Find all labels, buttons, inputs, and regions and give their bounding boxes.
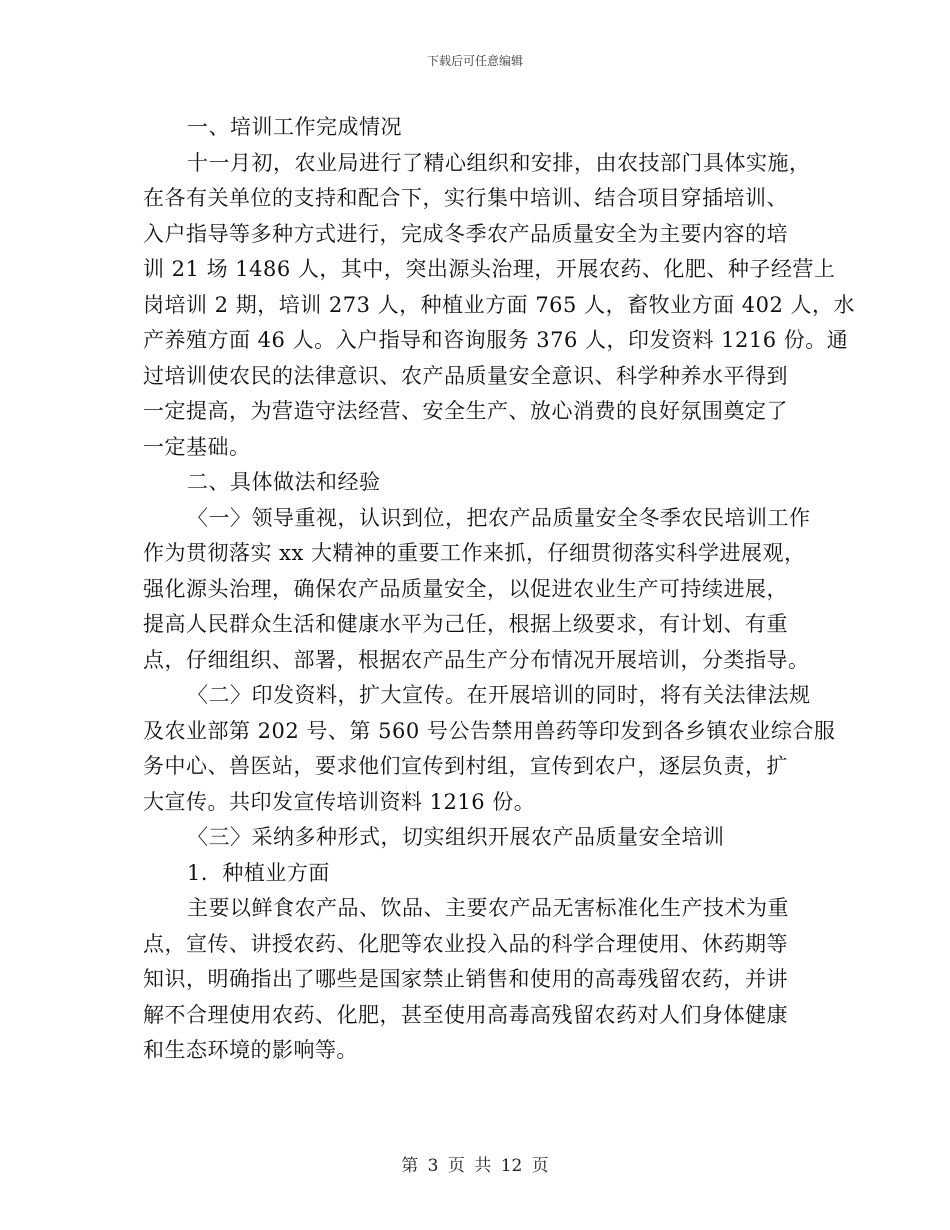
paragraph-line: 强化源头治理，确保农产品质量安全，以促进农业生产可持续进展， xyxy=(143,576,788,601)
paragraph-line: 及农业部第 202 号、第 560 号公告禁用兽药等印发到各乡镇农业综合服 xyxy=(143,718,836,743)
paragraph-line: 知识，明确指出了哪些是国家禁止销售和使用的高毒残留农药，并讲 xyxy=(143,967,788,991)
paragraph-line: 〈一〉领导重视，认识到位，把农产品质量安全冬季农民培训工作 xyxy=(187,505,811,530)
paragraph-line: 十一月初，农业局进行了精心组织和安排，由农技部门具体实施， xyxy=(187,150,811,175)
paragraph-line: 岗培训 2 期，培训 273 人，种植业方面 765 人，畜牧业方面 402 人，水 xyxy=(143,292,856,317)
paragraph-line: 提高人民群众生活和健康水平为己任，根据上级要求，有计划、有重 xyxy=(143,612,788,636)
paragraph-line: 点，仔细组织、部署，根据农产品生产分布情况开展培训，分类指导。 xyxy=(143,647,810,672)
paragraph-line: 入户指导等多种方式进行，完成冬季农产品质量安全为主要内容的培 xyxy=(143,221,788,246)
paragraph-line: 一定提高，为营造守法经营、安全生产、放心消费的良好氛围奠定了 xyxy=(143,399,788,423)
paragraph-line: 〈二〉印发资料，扩大宣传。在开展培训的同时，将有关法律法规 xyxy=(187,683,811,707)
paragraph-line: 解不合理使用农药、化肥，甚至使用高毒高残留农药对人们身体健康 xyxy=(143,1002,788,1027)
page-header: 下载后可任意编辑 xyxy=(426,54,523,68)
paragraph-line: 主要以鲜食农产品、饮品、主要农产品无害标准化生产技术为重 xyxy=(187,896,789,920)
paragraph-line: 和生态环境的影响等。 xyxy=(143,1038,358,1062)
subsection-heading: 1．种植业方面 xyxy=(187,860,330,885)
paragraph-line: 大宣传。共印发宣传培训资料 1216 份。 xyxy=(143,789,536,814)
paragraph-line: 在各有关单位的支持和配合下，实行集中培训、结合项目穿插培训、 xyxy=(143,186,788,210)
page-number-footer: 第 3 页 共 12 页 xyxy=(401,1156,549,1176)
document-body xyxy=(143,110,856,1069)
paragraph-line: 点，宣传、讲授农药、化肥等农业投入品的科学合理使用、休药期等 xyxy=(143,931,788,956)
paragraph-line: 务中心、兽医站，要求他们宣传到村组，宣传到农户，逐层负责，扩 xyxy=(143,754,788,778)
paragraph-line: 一定基础。 xyxy=(143,434,251,459)
section-heading: 二、具体做法和经验 xyxy=(187,470,381,494)
paragraph-line: 作为贯彻落实 xx 大精神的重要工作来抓，仔细贯彻落实科学进展观， xyxy=(143,541,806,565)
paragraph-line: 产养殖方面 46 人。入户指导和咨询服务 376 人，印发资料 1216 份。通 xyxy=(143,328,849,352)
subsection-heading: 〈三〉采纳多种形式，切实组织开展农产品质量安全培训 xyxy=(187,825,725,849)
paragraph-line: 训 21 场 1486 人，其中，突出源头治理，开展农药、化肥、种子经营上 xyxy=(143,257,836,281)
paragraph-line: 过培训使农民的法律意识、农产品质量安全意识、科学种养水平得到 xyxy=(143,363,788,388)
section-heading: 一、培训工作完成情况 xyxy=(187,115,402,139)
